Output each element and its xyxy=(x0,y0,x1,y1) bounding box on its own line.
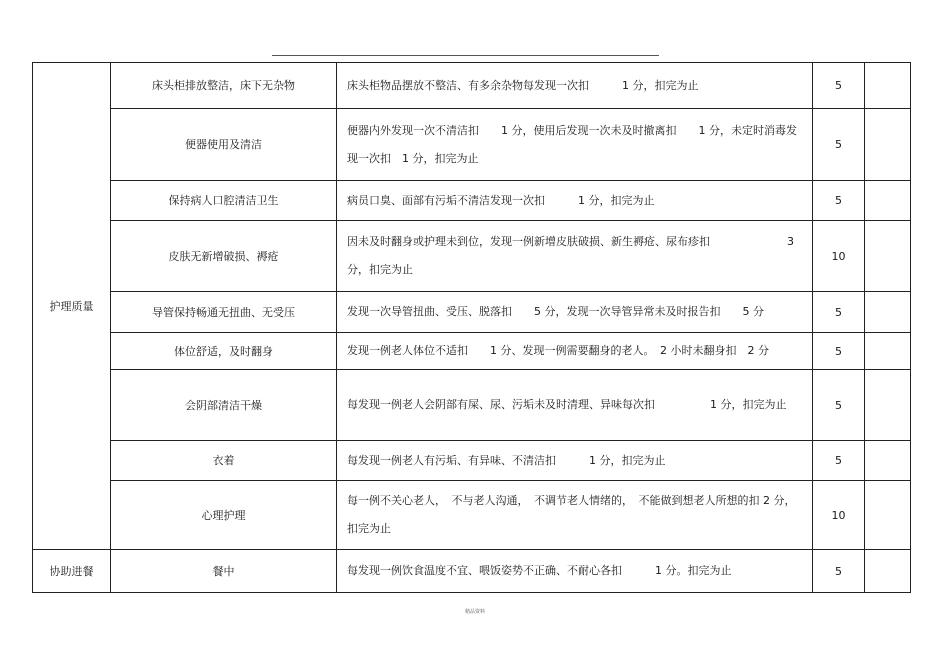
description-cell xyxy=(337,481,813,550)
description-text: 发现一例老人体位不适扣 1 分、发现一例需要翻身的老人。 2 小时未翻身扣 2 分 xyxy=(347,344,769,357)
table-row xyxy=(33,370,911,441)
description-cell xyxy=(337,109,813,181)
score-cell: 5 xyxy=(813,550,865,593)
item-cell: 会阴部清洁干燥 xyxy=(111,370,337,441)
table-row xyxy=(33,481,911,550)
empty-cell xyxy=(865,550,911,593)
description-text: 便器内外发现一次不清洁扣 1 分，使用后发现一次未及时撤离扣 1 分，未定时消毒发现一次扣 1 分，扣完为止 xyxy=(347,123,797,165)
item-cell: 床头柜排放整洁，床下无杂物 xyxy=(111,63,337,109)
item-cell: 衣着 xyxy=(111,441,337,481)
nursing-assessment-table xyxy=(32,62,911,593)
table-row xyxy=(33,292,911,333)
score-cell: 5 xyxy=(813,292,865,333)
item-cell: 餐中 xyxy=(111,550,337,593)
score-cell: 5 xyxy=(813,370,865,441)
item-cell: 体位舒适，及时翻身 xyxy=(111,333,337,370)
empty-cell xyxy=(865,109,911,181)
empty-cell xyxy=(865,441,911,481)
description-cell xyxy=(337,550,813,593)
description-cell xyxy=(337,441,813,481)
score-cell: 10 xyxy=(813,481,865,550)
table-row xyxy=(33,333,911,370)
table-row xyxy=(33,63,911,109)
header-rule xyxy=(272,55,659,56)
description-text: 每发现一例老人会阴部有屎、尿、污垢未及时清理、异味每次扣 1 分，扣完为止 xyxy=(347,398,787,411)
description-text: 床头柜物品摆放不整洁、有多余杂物每发现一次扣 1 分，扣完为止 xyxy=(347,78,699,92)
item-cell: 导管保持畅通无扭曲、无受压 xyxy=(111,292,337,333)
item-cell: 皮肤无新增破损、褥疮 xyxy=(111,221,337,292)
description-cell xyxy=(337,221,813,292)
description-text: 病员口臭、面部有污垢不清洁发现一次扣 1 分，扣完为止 xyxy=(347,193,655,207)
description-cell xyxy=(337,370,813,441)
description-text: 发现一次导管扭曲、受压、脱落扣 5 分，发现一次导管异常未及时报告扣 5 分 xyxy=(347,305,764,318)
table-row xyxy=(33,441,911,481)
description-text: 每一例不关心老人， 不与老人沟通， 不调节老人情绪的， 不能做到想老人所想的扣 2 分，扣完为止 xyxy=(347,494,796,535)
description-cell xyxy=(337,292,813,333)
item-cell: 保持病人口腔清洁卫生 xyxy=(111,181,337,221)
description-cell xyxy=(337,333,813,370)
category-cell: 护理质量 xyxy=(33,63,111,550)
description-cell xyxy=(337,181,813,221)
score-cell: 5 xyxy=(813,181,865,221)
empty-cell xyxy=(865,181,911,221)
score-cell: 5 xyxy=(813,333,865,370)
table-row xyxy=(33,109,911,181)
description-cell xyxy=(337,63,813,109)
item-cell: 便器使用及清洁 xyxy=(111,109,337,181)
empty-cell xyxy=(865,63,911,109)
empty-cell xyxy=(865,292,911,333)
empty-cell xyxy=(865,221,911,292)
score-cell: 5 xyxy=(813,109,865,181)
description-text: 每发现一例老人有污垢、有异味、不清洁扣 1 分，扣完为止 xyxy=(347,453,666,467)
empty-cell xyxy=(865,481,911,550)
description-text: 每发现一例饮食温度不宜、喂饭姿势不正确、不耐心各扣 1 分。扣完为止 xyxy=(347,564,732,577)
table-row xyxy=(33,550,911,593)
description-text: 因未及时翻身或护理未到位，发现一例新增皮肤破损、新生褥疮、尿布疹扣 3 分，扣完为止 xyxy=(347,235,794,276)
empty-cell xyxy=(865,370,911,441)
item-cell: 心理护理 xyxy=(111,481,337,550)
score-cell: 5 xyxy=(813,63,865,109)
table-row xyxy=(33,181,911,221)
score-cell: 10 xyxy=(813,221,865,292)
score-cell: 5 xyxy=(813,441,865,481)
category-cell: 协助进餐 xyxy=(33,550,111,593)
empty-cell xyxy=(865,333,911,370)
footer-note: 精品资料 xyxy=(464,609,485,615)
table-row xyxy=(33,221,911,292)
